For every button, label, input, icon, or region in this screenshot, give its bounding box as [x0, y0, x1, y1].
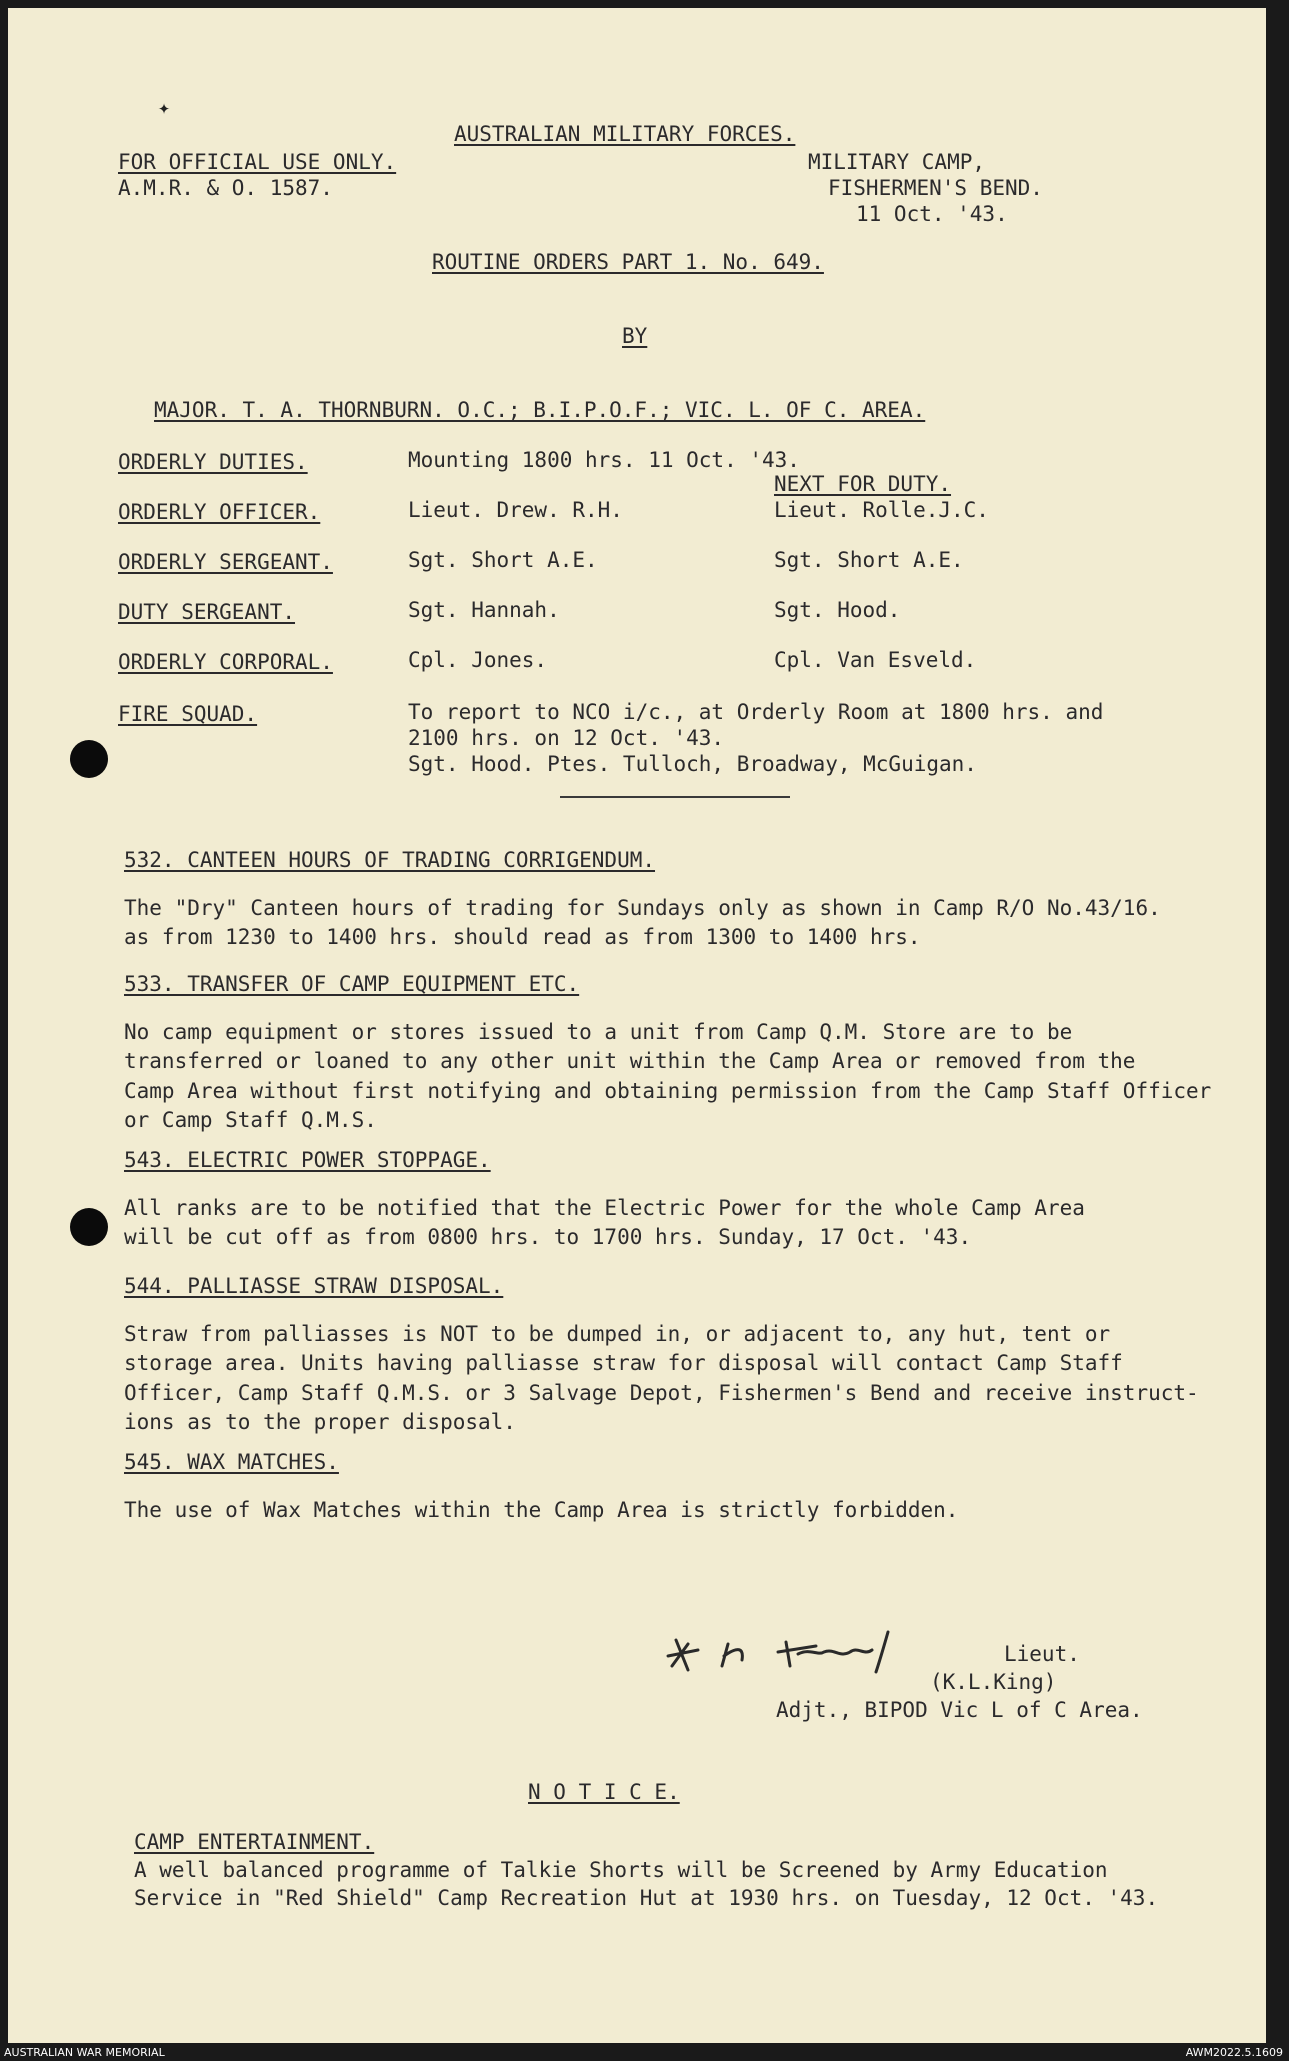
signatory-name: (K.L.King) [930, 1670, 1057, 1694]
duty-next: Sgt. Short A.E. [774, 548, 964, 572]
duty-current: Sgt. Short A.E. [408, 548, 598, 572]
notice-title: N O T I C E. [528, 1780, 680, 1804]
document-title: AUSTRALIAN MILITARY FORCES. [454, 122, 796, 146]
fire-squad-line-2: 2100 hrs. on 12 Oct. '43. [408, 726, 725, 750]
duty-next: Sgt. Hood. [774, 598, 901, 622]
duty-current: Sgt. Hannah. [408, 598, 560, 622]
location-line-2: FISHERMEN'S BEND. [828, 176, 1043, 200]
item-heading: 544. PALLIASSE STRAW DISPOSAL. [124, 1274, 504, 1298]
fire-squad-line-3: Sgt. Hood. Ptes. Tulloch, Broadway, McGuigan. [408, 752, 977, 776]
notice-line-2: Service in "Red Shield" Camp Recreation Hut at 1930 hrs. on Tuesday, 12 Oct. '43. [134, 1886, 1159, 1910]
duty-current: Lieut. Drew. R.H. [408, 498, 623, 522]
signature-rank: Lieut. [1004, 1642, 1080, 1666]
duty-label: DUTY SERGEANT. [118, 600, 296, 624]
notice-line-1: A well balanced programme of Talkie Shorts will be Screened by Army Education [134, 1858, 1108, 1882]
footer-accession: AWM2022.5.1609 [1185, 2046, 1283, 2059]
signatory-position: Adjt., BIPOD Vic L of C Area. [776, 1698, 1143, 1722]
duty-label: ORDERLY CORPORAL. [118, 650, 333, 674]
footer-credit: AUSTRALIAN WAR MEMORIAL [4, 2046, 165, 2059]
fire-squad-label: FIRE SQUAD. [118, 702, 258, 726]
item-text: All ranks are to be notified that the Electric Power for the whole Camp Area will be cut off as from 0800 hrs. to 1700 hrs. Sunday, 17 Oct. '43. [124, 1196, 1085, 1250]
section-divider [560, 796, 790, 798]
item-heading: 545. WAX MATCHES. [124, 1450, 339, 1474]
item-text: Straw from palliasses is NOT to be dumped in, or adjacent to, any hut, tent or storage area. Units having palliasse straw for disposal will contact Camp Staff Officer, Camp Staff Q.M.S. or 3 Salvage Depot, Fishermen's Bend and receive instruct- ions as to the proper disposal. [124, 1322, 1199, 1435]
item-heading: 532. CANTEEN HOURS OF TRADING CORRIGENDUM. [124, 848, 656, 872]
item-heading: 533. TRANSFER OF CAMP EQUIPMENT ETC. [124, 972, 580, 996]
fire-squad-line-1: To report to NCO i/c., at Orderly Room at 1800 hrs. and [408, 700, 1104, 724]
by-label: BY [622, 324, 648, 348]
officer-line: MAJOR. T. A. THORNBURN. O.C.; B.I.P.O.F.; VIC. L. OF C. AREA. [154, 398, 926, 422]
item-heading: 543. ELECTRIC POWER STOPPAGE. [124, 1148, 491, 1172]
routine-orders-title: ROUTINE ORDERS PART 1. No. 649. [432, 250, 824, 274]
duty-label: ORDERLY SERGEANT. [118, 550, 333, 574]
duty-next: Lieut. Rolle.J.C. [774, 498, 989, 522]
punch-hole-top [70, 740, 108, 778]
next-for-duty-heading: NEXT FOR DUTY. [774, 472, 952, 496]
star-mark-icon: ✦ [158, 95, 171, 119]
item-text: No camp equipment or stores issued to a unit from Camp Q.M. Store are to be transferred or loaned to any other unit within the Camp Area or removed from the Camp Area without first notifying and obtaining permission from the Camp Staff Officer or Camp Staff Q.M.S. [124, 1020, 1212, 1133]
duty-current: Cpl. Jones. [408, 648, 548, 672]
duty-label: ORDERLY OFFICER. [118, 500, 321, 524]
official-use-label: FOR OFFICIAL USE ONLY. [118, 150, 397, 174]
document-page [8, 8, 1266, 2043]
punch-hole-bottom [70, 1208, 108, 1246]
notice-heading: CAMP ENTERTAINMENT. [134, 1830, 375, 1854]
orderly-duties-label: ORDERLY DUTIES. [118, 450, 308, 474]
item-text: The use of Wax Matches within the Camp Area is strictly forbidden. [124, 1498, 959, 1522]
orderly-duties-value: Mounting 1800 hrs. 11 Oct. '43. [408, 448, 800, 472]
duty-next: Cpl. Van Esveld. [774, 648, 977, 672]
reference-number: A.M.R. & O. 1587. [118, 176, 333, 200]
location-line-1: MILITARY CAMP, [808, 150, 986, 174]
document-date: 11 Oct. '43. [856, 202, 1008, 226]
item-text: The "Dry" Canteen hours of trading for Sundays only as shown in Camp R/O No.43/16. as from 1230 to 1400 hrs. should read as from 1300 to 1400 hrs. [124, 896, 1161, 950]
